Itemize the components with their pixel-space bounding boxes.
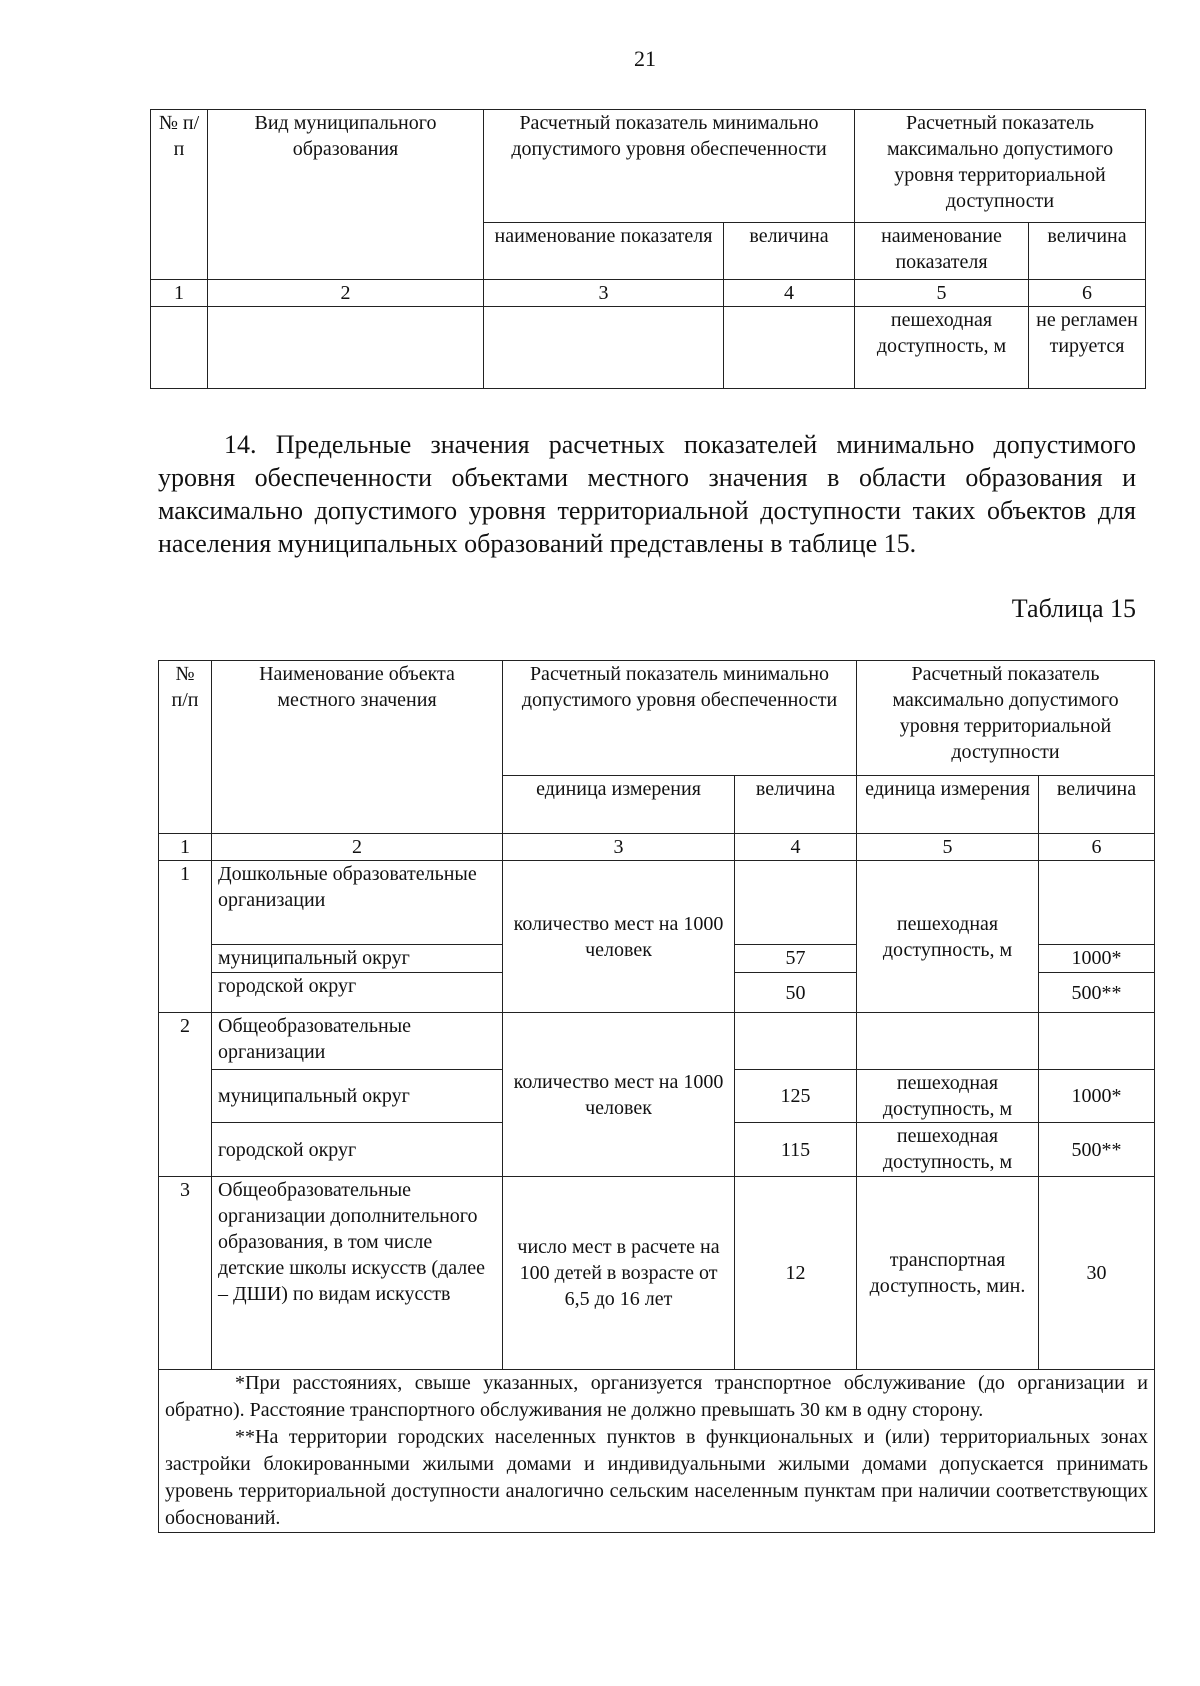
col-number: 5 [855, 280, 1029, 307]
header-max-value: величина [1029, 223, 1146, 280]
table-cell [151, 307, 208, 389]
header-max-value: величина [1039, 776, 1155, 834]
table-15 [158, 660, 1155, 1533]
header-num: № п/п [159, 661, 212, 834]
row-max-unit: транспортная доступность, мин. [857, 1177, 1039, 1370]
row-max-unit: пешеходная доступность, м [857, 1123, 1039, 1177]
header-min-group: Расчетный показатель минимально допустимого уровня обеспеченности [503, 661, 857, 776]
table-notes [159, 1370, 1155, 1533]
row-sub-name: городской округ [212, 973, 503, 1013]
col-number: 6 [1029, 280, 1146, 307]
row-min-value: 12 [735, 1177, 857, 1370]
table-cell [1039, 1013, 1155, 1070]
table-cell: не регламен тируется [1029, 307, 1146, 389]
row-min-value: 50 [735, 973, 857, 1013]
col-number: 1 [159, 834, 212, 861]
paragraph-text: Предельные значения расчетных показателей минимально допустимого уровня обеспеченности объектами местного значения в области образования и максимально допустимого уровня территориальной доступности таких объектов для населения муниципальных образований представлены в таблице 15. [158, 430, 1136, 558]
col-number: 2 [208, 280, 484, 307]
col-number: 6 [1039, 834, 1155, 861]
table-cell [484, 307, 724, 389]
row-max-value: 1000* [1039, 1070, 1155, 1123]
header-min-value: величина [735, 776, 857, 834]
row-min-unit: число мест в расчете на 100 детей в возрасте от 6,5 до 16 лет [503, 1177, 735, 1370]
table-cell: пешеходная доступность, м [855, 307, 1029, 389]
header-max-name: наименование показателя [855, 223, 1029, 280]
col-number: 4 [724, 280, 855, 307]
row-sub-name: муниципальный округ [212, 1070, 503, 1123]
header-num: № п/п [151, 110, 208, 280]
col-number: 3 [484, 280, 724, 307]
row-min-unit: количество мест на 1000 человек [503, 1013, 735, 1177]
row-min-value: 115 [735, 1123, 857, 1177]
paragraph-number: 14. [224, 430, 257, 459]
table-cell [208, 307, 484, 389]
header-type: Вид муниципального образования [208, 110, 484, 280]
page-number: 21 [634, 46, 656, 71]
row-min-value: 125 [735, 1070, 857, 1123]
row-max-unit: пешеходная доступность, м [857, 1070, 1039, 1123]
table-cell [735, 1013, 857, 1070]
note-1: *При расстояниях, свыше указанных, организуется транспортное обслуживание (до организации и обратно). Расстояние транспортного обслуживания не должно превышать 30 км в одну сторону. [165, 1372, 1149, 1421]
header-min-name: наименование показателя [484, 223, 724, 280]
row-name: Общеобразовательные организации [212, 1013, 503, 1070]
row-max-value: 500** [1039, 1123, 1155, 1177]
row-min-unit: количество мест на 1000 человек [503, 861, 735, 1013]
row-num: 3 [159, 1177, 212, 1370]
row-max-value: 1000* [1039, 945, 1155, 973]
header-min-value: величина [724, 223, 855, 280]
table-cell [735, 861, 857, 945]
row-name: Общеобразовательные организации дополнительного образования, в том числе детские школы искусств (далее – ДШИ) по видам искусств [212, 1177, 503, 1370]
row-num: 1 [159, 861, 212, 1013]
row-max-value: 30 [1039, 1177, 1155, 1370]
table-caption: Таблица 15 [1011, 594, 1136, 623]
header-min-unit: единица измерения [503, 776, 735, 834]
row-max-value: 500** [1039, 973, 1155, 1013]
row-sub-name: городской округ [212, 1123, 503, 1177]
header-min-group: Расчетный показатель минимально допустимого уровня обеспеченности [484, 110, 855, 223]
table-cell [857, 1013, 1039, 1070]
header-max-group: Расчетный показатель максимально допустимого уровня территориальной доступности [855, 110, 1146, 223]
table-14-continuation [150, 109, 1146, 389]
col-number: 4 [735, 834, 857, 861]
header-name: Наименование объекта местного значения [212, 661, 503, 834]
row-name: Дошкольные образовательные организации [212, 861, 503, 945]
col-number: 1 [151, 280, 208, 307]
paragraph-14 [158, 428, 1136, 560]
col-number: 3 [503, 834, 735, 861]
row-num: 2 [159, 1013, 212, 1177]
col-number: 2 [212, 834, 503, 861]
header-max-group: Расчетный показатель максимально допустимого уровня территориальной доступности [857, 661, 1155, 776]
header-max-unit: единица измерения [857, 776, 1039, 834]
col-number: 5 [857, 834, 1039, 861]
table-cell [1039, 861, 1155, 945]
table-cell [724, 307, 855, 389]
row-max-unit: пешеходная доступность, м [857, 861, 1039, 1013]
row-min-value: 57 [735, 945, 857, 973]
note-2: **На территории городских населенных пунктов в функциональных и (или) территориальных зонах застройки блокированными жилыми домами и индивидуальными жилыми домами допускается принимать уровень территориальной доступности аналогично сельским населенным пунктам при наличии соответствующих обоснований. [165, 1426, 1149, 1529]
row-sub-name: муниципальный округ [212, 945, 503, 973]
